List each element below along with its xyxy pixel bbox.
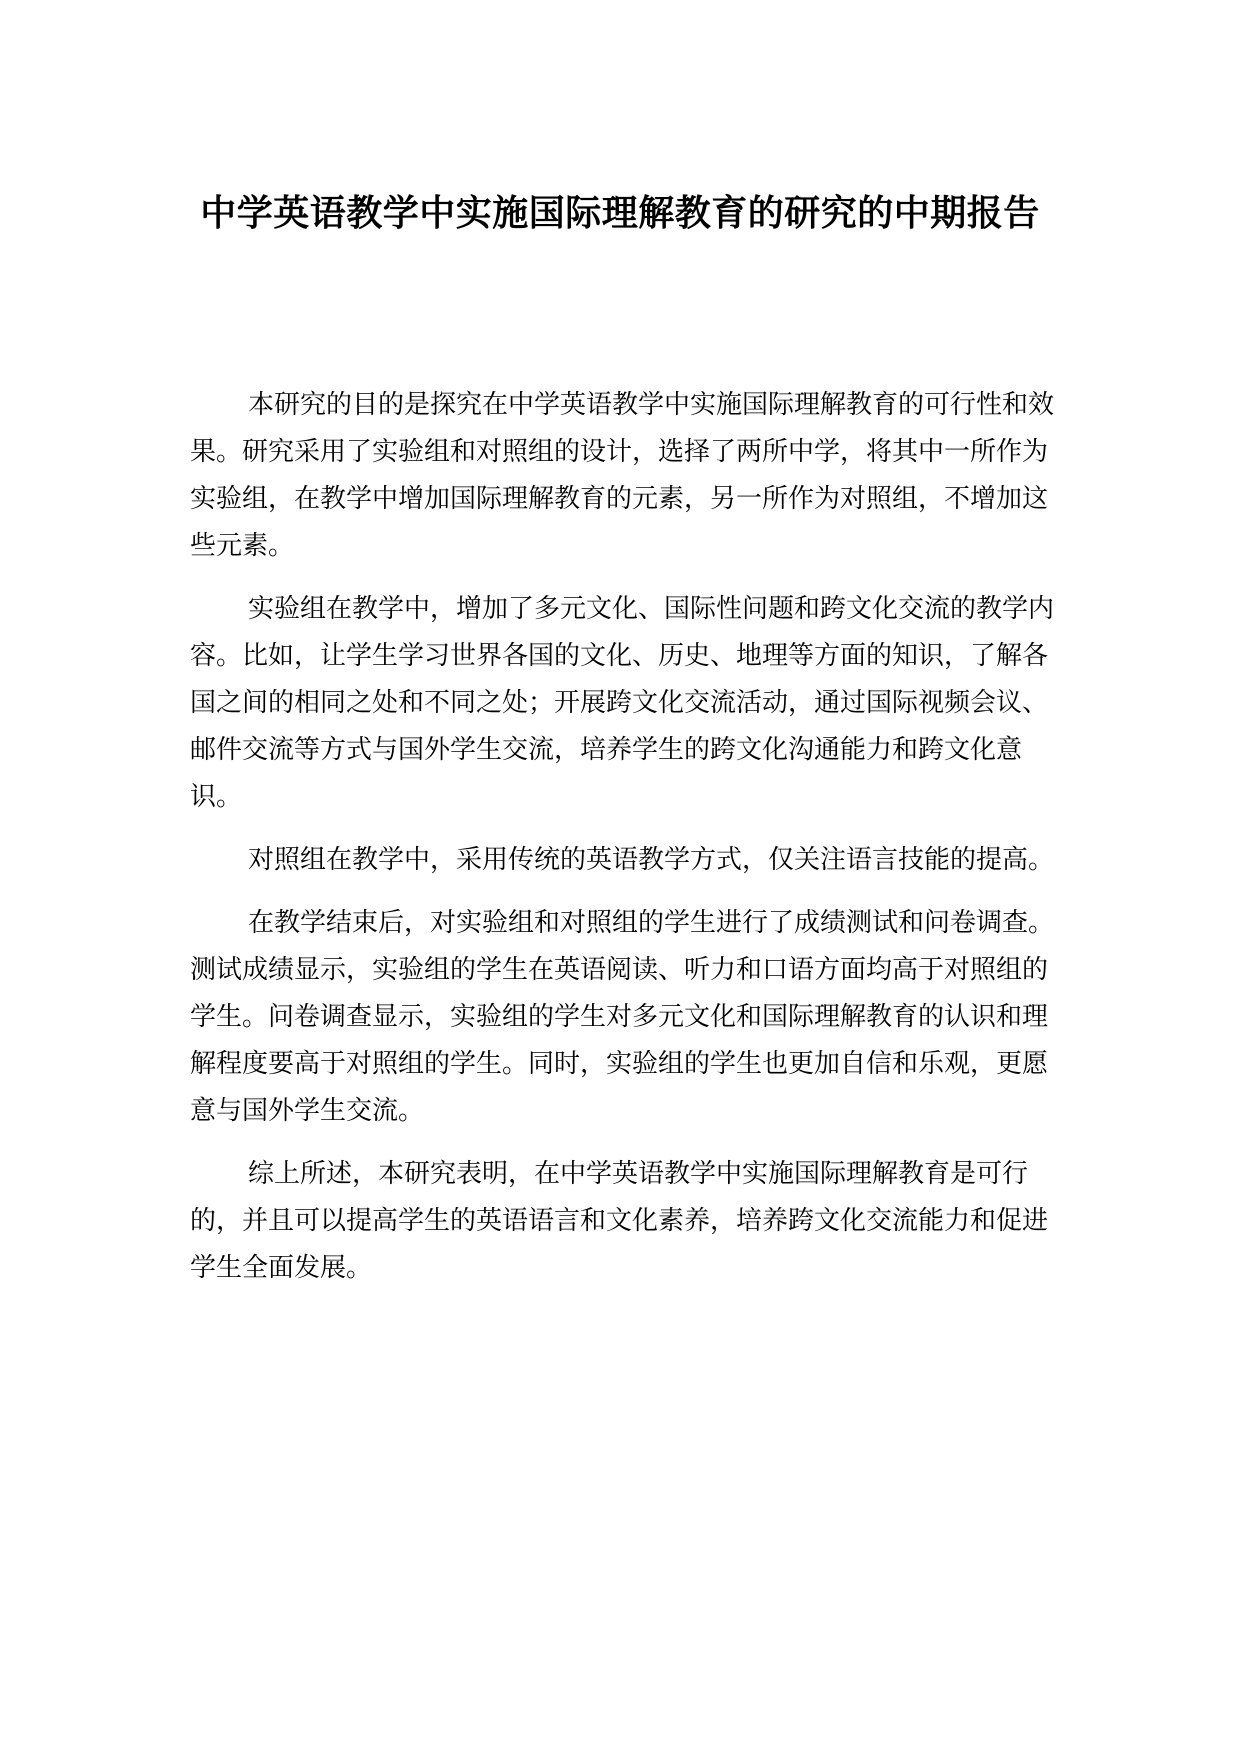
paragraph-results: 在教学结束后，对实验组和对照组的学生进行了成绩测试和问卷调查。测试成绩显示，实验组的学生在英语阅读、听力和口语方面均高于对照组的学生。问卷调查显示，实验组的学生对多元文化和国际理解教育的认识和理解程度要高于对照组的学生。同时，实验组的学生也更加自信和乐观，更愿意与国外学生交流。	[190, 908, 1055, 1126]
paragraph-purpose: 本研究的目的是探究在中学英语教学中实施国际理解教育的可行性和效果。研究采用了实验组和对照组的设计，选择了两所中学，将其中一所作为实验组，在教学中增加国际理解教育的元素，另一所作为对照组，不增加这些元素。	[190, 390, 1055, 561]
document-body	[190, 382, 1070, 1308]
document-title: 中学英语教学中实施国际理解教育的研究的中期报告	[200, 193, 1040, 234]
paragraph-control-group: 对照组在教学中，采用传统的英语教学方式，仅关注语言技能的提高。	[248, 845, 1055, 875]
paragraph-conclusion: 综上所述，本研究表明，在中学英语教学中实施国际理解教育是可行的，并且可以提高学生的英语语言和文化素养，培养跨文化交流能力和促进学生全面发展。	[190, 1159, 1049, 1283]
paragraph-experimental-group: 实验组在教学中，增加了多元文化、国际性问题和跨文化交流的教学内容。比如，让学生学习世界各国的文化、历史、地理等方面的知识，了解各国之间的相同之处和不同之处；开展跨文化交流活动，通过国际视频会议、邮件交流等方式与国外学生交流，培养学生的跨文化沟通能力和跨文化意识。	[190, 594, 1055, 812]
